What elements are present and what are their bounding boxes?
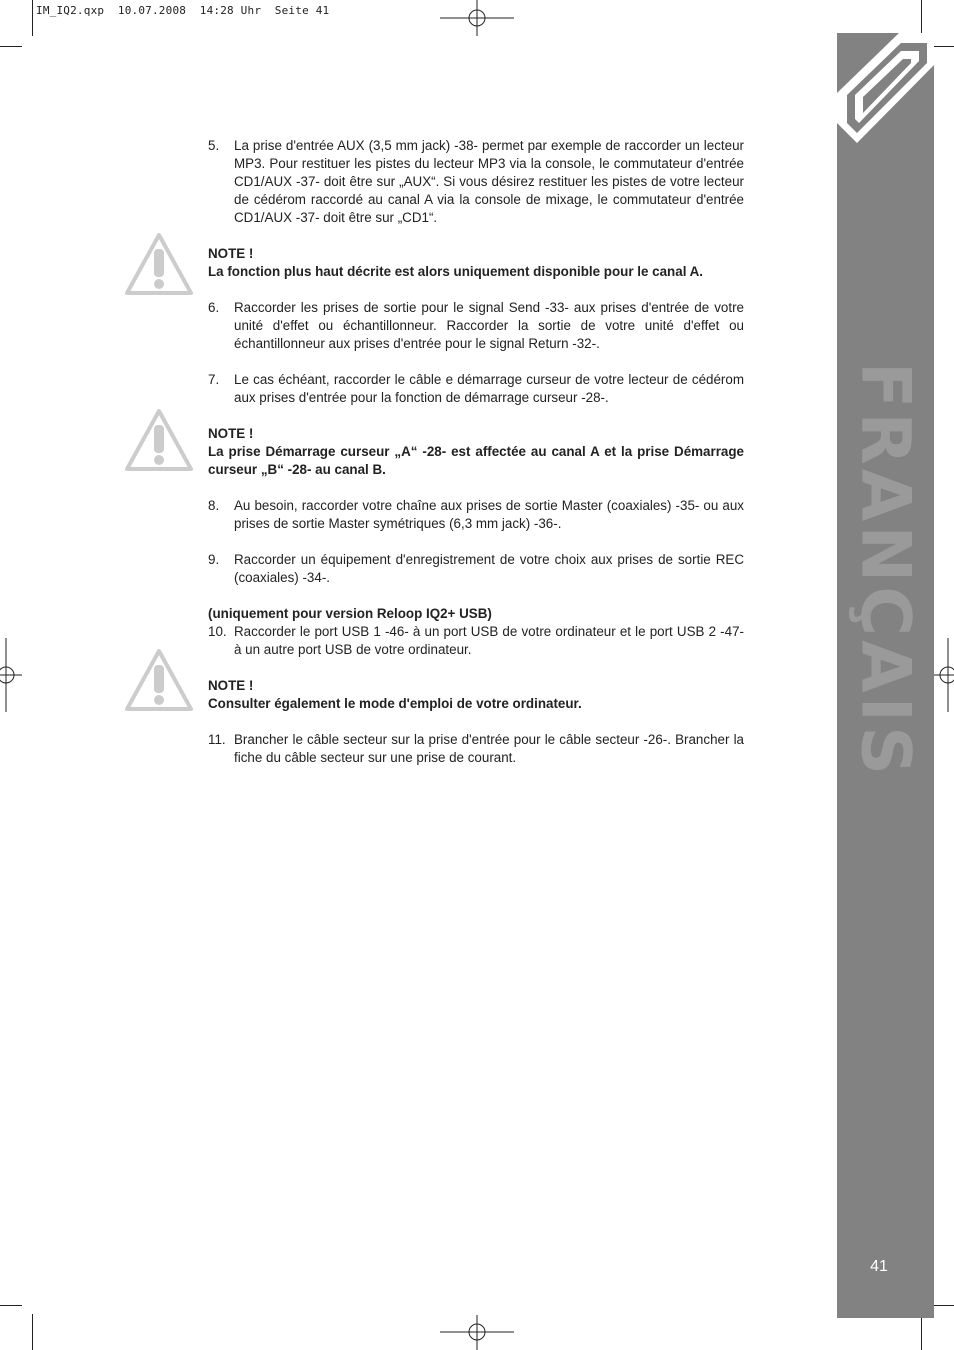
item-number: 9. <box>208 552 220 567</box>
list-item-7 <box>208 371 744 407</box>
list-item-6 <box>208 299 744 353</box>
crop-mark-br-h <box>932 1305 954 1306</box>
list-item-8 <box>208 497 744 533</box>
registration-mark-left <box>0 638 22 712</box>
item-number: 11. <box>208 732 226 747</box>
registration-mark-right <box>932 638 954 712</box>
note-block-2 <box>208 425 744 479</box>
item-text: Raccorder un équipement d'enregistrement de votre choix aux prises de sortie REC (coaxiales) -34-. <box>234 552 744 585</box>
language-sidebar <box>837 33 934 1318</box>
item-number: 5. <box>208 138 220 153</box>
note-title: NOTE ! <box>208 678 254 693</box>
note-block-3 <box>208 677 744 713</box>
warning-icon <box>123 647 195 713</box>
crop-mark-bl-h <box>0 1305 22 1306</box>
crop-mark-br-v <box>921 1314 922 1350</box>
crop-mark-tl-h <box>0 46 22 47</box>
list-item-5 <box>208 137 744 227</box>
item-text: Raccorder le port USB 1 -46- à un port USB de votre ordinateur et le port USB 2 -47- à un autre port USB de votre ordinateur. <box>234 624 744 657</box>
item-number: 7. <box>208 372 220 387</box>
item-number: 10. <box>208 624 227 639</box>
item-text: Le cas échéant, raccorder le câble e démarrage curseur de votre lecteur de cédérom aux prises d'entrée pour la fonction de démarrage curseur -28-. <box>234 372 744 405</box>
note-body: La fonction plus haut décrite est alors uniquement disponible pour le canal A. <box>208 264 704 279</box>
registration-mark-top <box>440 0 514 38</box>
warning-icon <box>123 407 195 473</box>
list-item-11 <box>208 731 744 767</box>
warning-icon <box>123 231 195 297</box>
item-text: La prise d'entrée AUX (3,5 mm jack) -38- permet par exemple de raccorder un lecteur MP3. Pour restituer les pistes du lecteur MP3 via la console, le commutateur d'entrée CD1/AUX -37- doit être sur „AUX“. Si vous désirez restituer les pistes de votre lecteur de cédérom raccordé au canal A via la console de mixage, le commutateur d'entrée CD1/AUX -37- doit être sur „CD1“. <box>234 138 744 225</box>
note-title: NOTE ! <box>208 426 254 441</box>
crop-mark-bl-v <box>32 1314 33 1350</box>
note-body: Consulter également le mode d'emploi de votre ordinateur. <box>208 696 582 711</box>
item-number: 6. <box>208 300 220 315</box>
list-item-9 <box>208 551 744 587</box>
registration-mark-bottom <box>440 1313 514 1350</box>
item-number: 8. <box>208 498 220 513</box>
note-block-1 <box>208 245 744 281</box>
note-title: NOTE ! <box>208 246 254 261</box>
list-item-10 <box>208 623 744 659</box>
item-text: Au besoin, raccorder votre chaîne aux prises de sortie Master (coaxiales) -35- ou aux prises de sortie Master symétriques (6,3 mm jack) -36-. <box>234 498 744 531</box>
print-slug: IM_IQ2.qxp 10.07.2008 14:28 Uhr Seite 41 <box>36 4 330 17</box>
main-content <box>208 137 744 785</box>
usb-version-heading: (uniquement pour version Reloop IQ2+ USB) <box>208 606 492 621</box>
crop-mark-tr-h <box>932 46 954 47</box>
item-text: Raccorder les prises de sortie pour le signal Send -33- aux prises d'entrée de votre unité d'effet ou échantillonneur. Raccorder la sortie de votre unité d'effet ou échantillonneur aux prises d'entrée pour le signal Return -32-. <box>234 300 744 351</box>
brand-logo-icon <box>837 33 934 163</box>
note-body: La prise Démarrage curseur „A“ -28- est affectée au canal A et la prise Démarrage curseur „B“ -28- au canal B. <box>208 444 744 477</box>
language-label: FRANÇAIS <box>845 361 925 780</box>
item-text: Brancher le câble secteur sur la prise d'entrée pour le câble secteur -26-. Brancher la fiche du câble secteur sur une prise de courant. <box>234 732 744 765</box>
crop-mark-tl-v <box>32 0 33 36</box>
crop-mark-tr-v <box>921 0 922 36</box>
page-number: 41 <box>870 1258 888 1275</box>
